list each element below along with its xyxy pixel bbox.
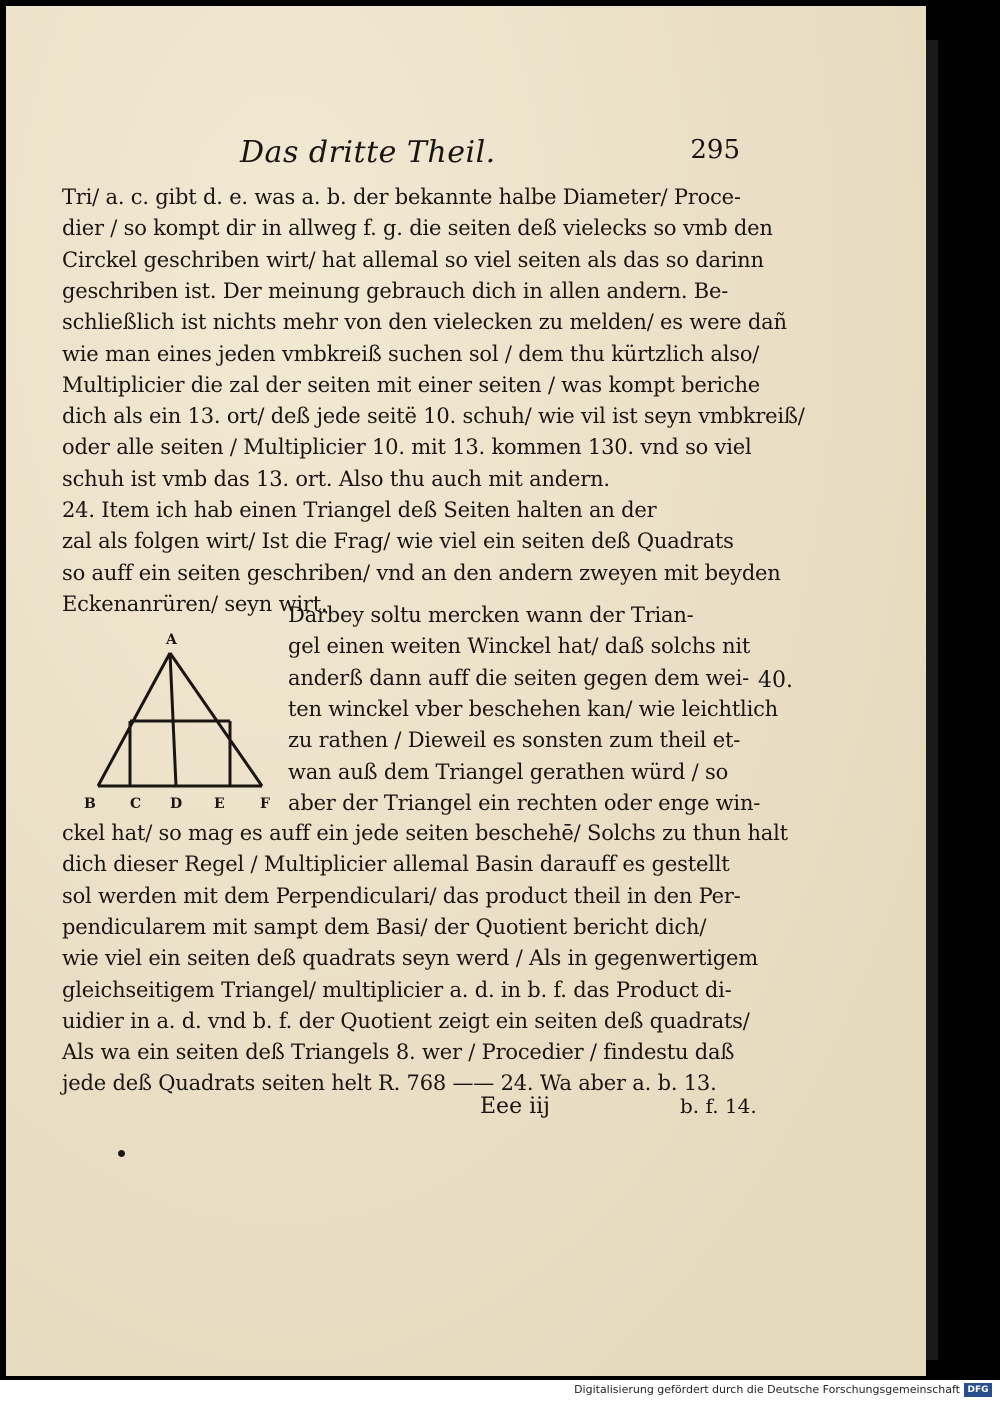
text-line: zu rathen / Dieweil es sonsten zum theil et- [288,728,741,753]
triangle-diagram [84,628,290,813]
text-line: gel einen weiten Winckel hat/ daß solchs nit [288,634,751,659]
page-number: 295 [690,135,740,165]
text-line: wie viel ein seiten deß quadrats seyn werd / Als in gegenwertigem [62,946,758,971]
triangle-figure [84,628,290,813]
label-f: F [260,796,270,812]
dfg-logo: DFG [964,1383,992,1397]
text-line: pendicularem mit sampt dem Basi/ der Quotient bericht dich/ [62,914,707,939]
text-line: gleichseitigem Triangel/ multiplicier a. d. in b. f. das Product di- [62,977,732,1002]
text-line: Circkel geschriben wirt/ hat allemal so viel seiten als das so darinn [62,247,764,272]
text-line: zal als folgen wirt/ Ist die Frag/ wie viel ein seiten deß Quadrats [62,529,734,554]
running-head: Das dritte Theil. [240,135,496,170]
text-line: wie man eines jeden vmbkreiß suchen sol / dem thu kürtzlich also/ [62,341,760,366]
text-line: schließlich ist nichts mehr von den vielecken zu melden/ es were dañ [62,310,787,335]
page-edge [926,40,938,1360]
label-e: E [214,796,225,812]
text-line: Als wa ein seiten deß Triangels 8. wer / Procedier / findestu daß [62,1040,735,1065]
text-line: wan auß dem Triangel gerathen würd / so [288,759,729,784]
footer-bar [0,1380,1000,1401]
text-line: dich dieser Regel / Multiplicier allemal Basin darauff es gestellt [62,852,730,877]
text-line: sol werden mit dem Perpendiculari/ das product theil in den Per- [62,883,741,908]
text-line: 24. Item ich hab einen Triangel deß Seiten halten an der [62,498,657,522]
text-line: schuh ist vmb das 13. ort. Also thu auch mit andern. [62,466,610,491]
label-d: D [170,796,183,812]
text-line: Tri/ a. c. gibt d. e. was a. b. der bekannte halbe Diameter/ Proce- [62,185,741,209]
text-line: oder alle seiten / Multiplicier 10. mit 13. kommen 130. vnd so viel [62,435,752,460]
text-line: uidier in a. d. vnd b. f. der Quotient zeigt ein seiten deß quadrats/ [62,1008,750,1033]
text-line: so auff ein seiten geschriben/ vnd an den andern zweyen mit beyden [62,560,781,585]
label-a: A [166,632,177,648]
text-line: Eckenanrüren/ seyn wirt. [62,591,328,616]
text-line: dier / so kompt dir in allweg f. g. die seiten deß vielecks so vmb den [62,216,773,241]
footer-credit: Digitalisierung gefördert durch die Deutsche Forschungsgemeinschaft [574,1383,960,1396]
margin-note: 40. [758,668,793,693]
ink-dot [118,1150,125,1157]
text-line: aber der Triangel ein rechten oder enge win- [288,790,761,815]
text-line: jede deß Quadrats seiten helt R. 768 —— 24. Wa aber a. b. 13. [62,1071,717,1096]
text-line: Darbey soltu mercken wann der Trian- [288,603,694,627]
catchword: b. f. 14. [680,1094,757,1118]
page-header [240,135,740,175]
text-line: ckel hat/ so mag es auff ein jede seiten beschehē/ Solchs zu thun halt [62,821,788,845]
text-line: dich als ein 13. ort/ deß jede seitë 10. schuh/ wie vil ist seyn vmbkreiß/ [62,404,805,429]
label-b: B [84,796,96,812]
text-line: geschriben ist. Der meinung gebrauch dich in allen andern. Be- [62,278,729,303]
text-line: Multiplicier die zal der seiten mit einer seiten / was kompt beriche [62,372,761,397]
text-line: ten winckel vber beschehen kan/ wie leichtlich [288,696,778,721]
signature-mark: Eee iij [480,1094,550,1119]
scan-background [938,0,1000,1380]
text-line: anderß dann auff die seiten gegen dem wei- [288,665,750,690]
label-c: C [130,796,142,812]
